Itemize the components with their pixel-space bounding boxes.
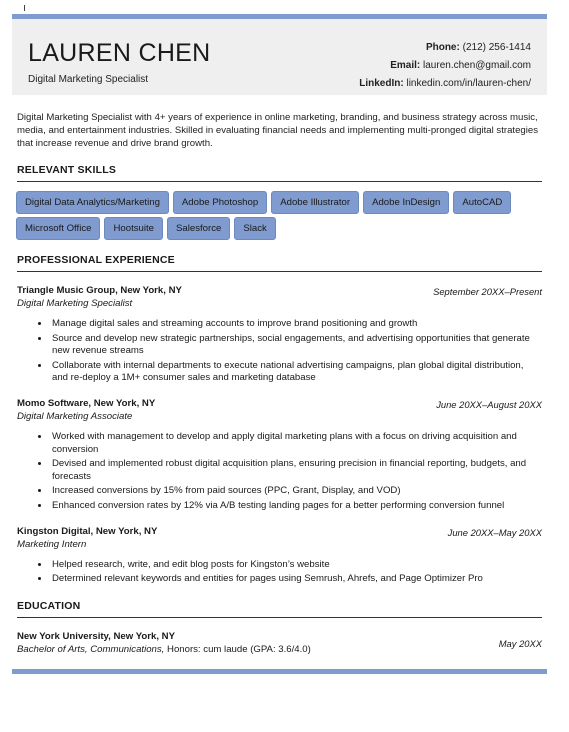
job-bullet: • Source and develop new strategic partnerships, social engagements, and advertising opportunities that generate new revenue streams xyxy=(50,333,542,358)
skills-list xyxy=(16,191,546,240)
candidate-name: LAUREN CHEN xyxy=(28,39,211,67)
education-degree-line xyxy=(17,644,542,655)
skill-tag: Adobe Photoshop xyxy=(173,191,267,214)
job-bullets xyxy=(17,318,542,385)
summary-text: Digital Marketing Specialist with 4+ years of experience in online marketing, branding, and business strategy across music, media, and entertainment industries. Skilled in evaluating financial needs and implementing multi-pronged digital strategies that increase revenue and drive brand growth. xyxy=(17,112,539,149)
contact-block xyxy=(359,39,531,93)
job-company: Momo Software, New York, NY xyxy=(17,397,156,409)
email-line xyxy=(359,57,531,75)
job-entry xyxy=(17,398,542,513)
skill-tag: AutoCAD xyxy=(453,191,511,214)
education-date: May 20XX xyxy=(498,637,542,649)
job-bullet: • Manage digital sales and streaming accounts to improve brand positioning and growth xyxy=(50,318,542,331)
skill-tag: Salesforce xyxy=(167,217,230,240)
skill-tag: Hootsuite xyxy=(104,217,163,240)
job-bullet: • Devised and implemented robust digital acquisition plans, ensuring precision in financial reporting, budgets, and forecasts xyxy=(50,458,542,483)
job-bullet: • Collaborate with internal departments to execute national advertising campaigns, plan global digital distribution, and re-deploy a 1M+ consumer sales and marketing database xyxy=(50,360,542,385)
resume-page xyxy=(12,14,547,674)
job-company: Kingston Digital, New York, NY xyxy=(17,525,158,537)
job-company: Triangle Music Group, New York, NY xyxy=(17,285,182,296)
job-bullet: • Enhanced conversion rates by 12% via A/B testing landing pages for a better performing conversion funnel xyxy=(50,500,542,513)
skill-tag: Adobe InDesign xyxy=(363,191,449,214)
job-dates: June 20XX–May 20XX xyxy=(447,526,542,538)
job-bullet: • Increased conversions by 15% from paid sources (PPC, Grant, Display, and VOD) xyxy=(50,485,542,498)
section-title-education: EDUCATION xyxy=(17,600,542,618)
skill-tag: Microsoft Office xyxy=(16,217,100,240)
section-title-skills: RELEVANT SKILLS xyxy=(17,164,542,182)
education-school: New York University, New York, NY xyxy=(17,630,176,642)
job-bullet: • Determined relevant keywords and entities for pages using Semrush, Ahrefs, and Page Optimizer Pro xyxy=(50,573,542,586)
job-dates: September 20XX–Present xyxy=(433,286,542,297)
job-bullet: • Worked with management to develop and apply digital marketing plans with a focus on driving acquisition and conversion xyxy=(50,431,542,456)
skill-tag: Adobe Illustrator xyxy=(271,191,359,214)
phone-value: (212) 256-1414 xyxy=(462,42,531,53)
skill-tag: Digital Data Analytics/Marketing xyxy=(16,191,169,214)
job-role: Digital Marketing Associate xyxy=(17,410,133,422)
education-entry xyxy=(17,631,542,655)
phone-label: Phone: xyxy=(425,42,460,53)
linkedin-label: LinkedIn: xyxy=(359,78,404,89)
linkedin-line xyxy=(359,75,531,93)
job-role: Digital Marketing Specialist xyxy=(17,298,133,309)
job-entry xyxy=(17,526,542,586)
skill-tag: Slack xyxy=(234,217,275,240)
job-bullet: • Helped research, write, and edit blog posts for Kingston’s website xyxy=(50,559,542,572)
education-degree: Bachelor of Arts, Communications, xyxy=(17,643,165,655)
job-bullets xyxy=(17,559,542,586)
section-title-experience: PROFESSIONAL EXPERIENCE xyxy=(17,254,542,272)
job-role: Marketing Intern xyxy=(17,538,87,550)
email-value[interactable]: lauren.chen@gmail.com xyxy=(423,60,531,71)
education-honors: Honors: cum laude (GPA: 3.6/4.0) xyxy=(164,643,311,655)
job-dates: June 20XX–August 20XX xyxy=(436,398,542,410)
phone-line xyxy=(359,39,531,57)
email-label: Email: xyxy=(390,60,421,71)
linkedin-value[interactable]: linkedin.com/in/lauren-chen/ xyxy=(406,78,531,89)
candidate-title: Digital Marketing Specialist xyxy=(28,74,149,85)
resume-header xyxy=(12,19,547,95)
bottom-accent-bar xyxy=(12,669,547,674)
job-bullets xyxy=(17,431,542,513)
job-entry xyxy=(17,285,542,385)
cursor-mark xyxy=(24,5,25,11)
